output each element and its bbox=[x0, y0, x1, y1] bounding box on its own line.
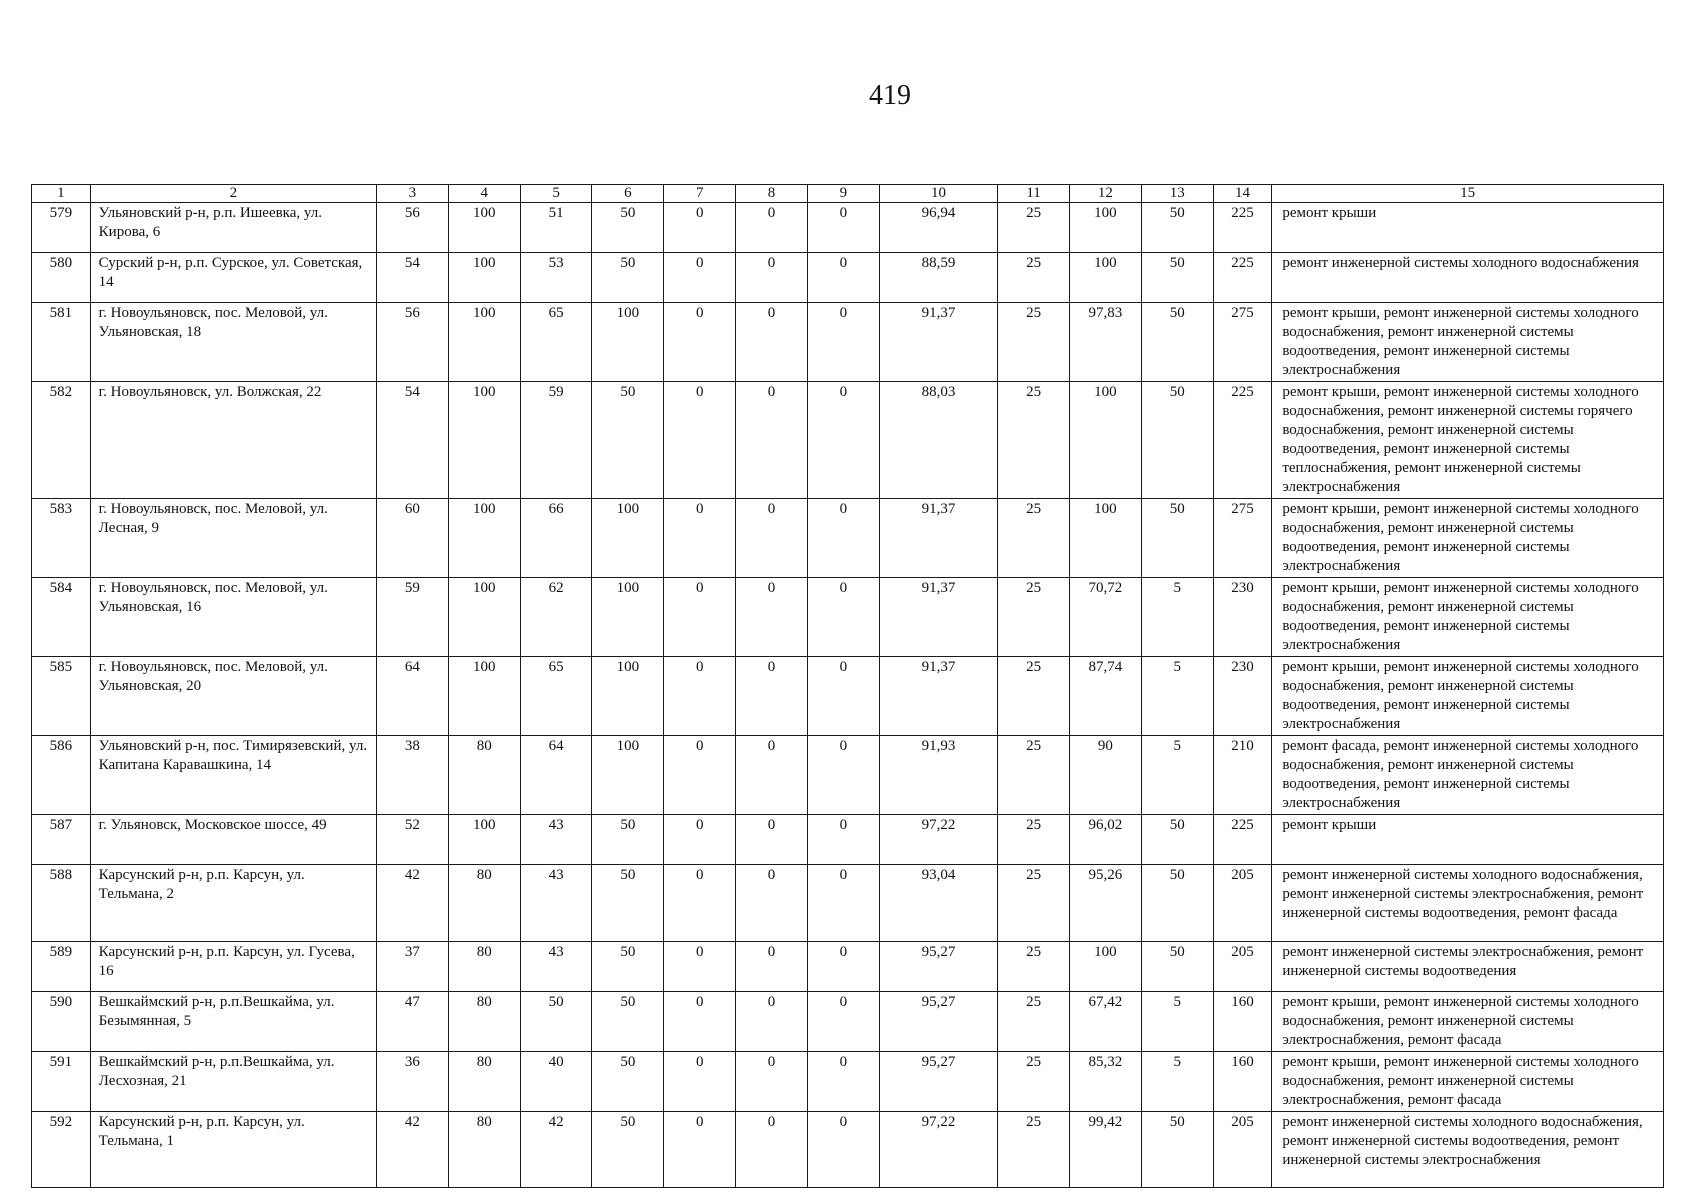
value-cell: 80 bbox=[448, 1112, 520, 1188]
value-cell: 160 bbox=[1213, 1052, 1272, 1112]
column-header-8: 8 bbox=[736, 185, 808, 203]
address-cell: г. Ульяновск, Московское шоссе, 49 bbox=[90, 815, 376, 865]
row-number-cell: 583 bbox=[32, 499, 91, 578]
row-number-cell: 589 bbox=[32, 942, 91, 992]
column-header-6: 6 bbox=[592, 185, 664, 203]
value-cell: 0 bbox=[664, 865, 736, 942]
table-header-row bbox=[32, 185, 1664, 203]
value-cell: 85,32 bbox=[1070, 1052, 1142, 1112]
value-cell: 50 bbox=[592, 1112, 664, 1188]
value-cell: 42 bbox=[377, 1112, 449, 1188]
works-cell: ремонт крыши, ремонт инженерной системы холодного водоснабжения, ремонт инженерной системы электроснабжения, ремонт фасада bbox=[1272, 992, 1664, 1052]
value-cell: 25 bbox=[998, 736, 1070, 815]
value-cell: 0 bbox=[807, 203, 879, 253]
value-cell: 0 bbox=[807, 657, 879, 736]
value-cell: 70,72 bbox=[1070, 578, 1142, 657]
address-cell: Ульяновский р-н, р.п. Ишеевка, ул. Кирова, 6 bbox=[90, 203, 376, 253]
column-header-2: 2 bbox=[90, 185, 376, 203]
table-row bbox=[32, 578, 1664, 657]
address-cell: Карсунский р-н, р.п. Карсун, ул. Гусева, 16 bbox=[90, 942, 376, 992]
value-cell: 25 bbox=[998, 303, 1070, 382]
value-cell: 54 bbox=[377, 253, 449, 303]
value-cell: 88,03 bbox=[879, 382, 997, 499]
value-cell: 97,22 bbox=[879, 1112, 997, 1188]
value-cell: 42 bbox=[520, 1112, 592, 1188]
row-number-cell: 581 bbox=[32, 303, 91, 382]
value-cell: 0 bbox=[807, 499, 879, 578]
row-number-cell: 585 bbox=[32, 657, 91, 736]
value-cell: 42 bbox=[377, 865, 449, 942]
works-cell: ремонт инженерной системы холодного водоснабжения, ремонт инженерной системы электроснабжения, ремонт инженерной системы водоотведения, ремонт фасада bbox=[1272, 865, 1664, 942]
table-row bbox=[32, 942, 1664, 992]
value-cell: 50 bbox=[1141, 942, 1213, 992]
value-cell: 67,42 bbox=[1070, 992, 1142, 1052]
table-row bbox=[32, 203, 1664, 253]
table-body bbox=[32, 203, 1664, 1188]
value-cell: 52 bbox=[377, 815, 449, 865]
value-cell: 0 bbox=[807, 253, 879, 303]
value-cell: 93,04 bbox=[879, 865, 997, 942]
works-cell: ремонт крыши, ремонт инженерной системы холодного водоснабжения, ремонт инженерной системы электроснабжения, ремонт фасада bbox=[1272, 1052, 1664, 1112]
value-cell: 225 bbox=[1213, 815, 1272, 865]
value-cell: 100 bbox=[448, 253, 520, 303]
value-cell: 100 bbox=[1070, 203, 1142, 253]
table-row bbox=[32, 992, 1664, 1052]
value-cell: 100 bbox=[592, 578, 664, 657]
address-cell: Вешкаймский р-н, р.п.Вешкайма, ул. Лесхозная, 21 bbox=[90, 1052, 376, 1112]
value-cell: 64 bbox=[520, 736, 592, 815]
value-cell: 50 bbox=[1141, 865, 1213, 942]
value-cell: 96,94 bbox=[879, 203, 997, 253]
value-cell: 51 bbox=[520, 203, 592, 253]
value-cell: 80 bbox=[448, 736, 520, 815]
column-header-14: 14 bbox=[1213, 185, 1272, 203]
value-cell: 66 bbox=[520, 499, 592, 578]
value-cell: 0 bbox=[664, 203, 736, 253]
value-cell: 100 bbox=[592, 736, 664, 815]
value-cell: 5 bbox=[1141, 578, 1213, 657]
works-cell: ремонт крыши, ремонт инженерной системы холодного водоснабжения, ремонт инженерной системы водоотведения, ремонт инженерной системы электроснабжения bbox=[1272, 657, 1664, 736]
address-cell: г. Новоульяновск, ул. Волжская, 22 bbox=[90, 382, 376, 499]
row-number-cell: 587 bbox=[32, 815, 91, 865]
value-cell: 0 bbox=[736, 657, 808, 736]
value-cell: 210 bbox=[1213, 736, 1272, 815]
value-cell: 53 bbox=[520, 253, 592, 303]
value-cell: 0 bbox=[807, 815, 879, 865]
address-cell: г. Новоульяновск, пос. Меловой, ул. Ульяновская, 20 bbox=[90, 657, 376, 736]
value-cell: 97,22 bbox=[879, 815, 997, 865]
value-cell: 43 bbox=[520, 815, 592, 865]
value-cell: 50 bbox=[592, 942, 664, 992]
value-cell: 87,74 bbox=[1070, 657, 1142, 736]
value-cell: 25 bbox=[998, 942, 1070, 992]
value-cell: 90 bbox=[1070, 736, 1142, 815]
table-row bbox=[32, 499, 1664, 578]
value-cell: 100 bbox=[448, 203, 520, 253]
value-cell: 56 bbox=[377, 203, 449, 253]
repair-program-table bbox=[31, 184, 1664, 1188]
row-number-cell: 592 bbox=[32, 1112, 91, 1188]
column-header-10: 10 bbox=[879, 185, 997, 203]
value-cell: 0 bbox=[664, 578, 736, 657]
value-cell: 56 bbox=[377, 303, 449, 382]
value-cell: 100 bbox=[1070, 253, 1142, 303]
address-cell: Карсунский р-н, р.п. Карсун, ул. Тельмана, 1 bbox=[90, 1112, 376, 1188]
value-cell: 0 bbox=[807, 942, 879, 992]
value-cell: 60 bbox=[377, 499, 449, 578]
value-cell: 0 bbox=[664, 303, 736, 382]
value-cell: 50 bbox=[1141, 253, 1213, 303]
value-cell: 0 bbox=[664, 992, 736, 1052]
value-cell: 0 bbox=[736, 303, 808, 382]
column-header-3: 3 bbox=[377, 185, 449, 203]
value-cell: 0 bbox=[807, 303, 879, 382]
value-cell: 25 bbox=[998, 499, 1070, 578]
column-header-5: 5 bbox=[520, 185, 592, 203]
value-cell: 99,42 bbox=[1070, 1112, 1142, 1188]
value-cell: 50 bbox=[592, 1052, 664, 1112]
value-cell: 54 bbox=[377, 382, 449, 499]
address-cell: Сурский р-н, р.п. Сурское, ул. Советская, 14 bbox=[90, 253, 376, 303]
value-cell: 205 bbox=[1213, 942, 1272, 992]
value-cell: 100 bbox=[1070, 942, 1142, 992]
value-cell: 91,37 bbox=[879, 578, 997, 657]
value-cell: 25 bbox=[998, 1112, 1070, 1188]
value-cell: 43 bbox=[520, 865, 592, 942]
value-cell: 50 bbox=[592, 203, 664, 253]
value-cell: 0 bbox=[736, 815, 808, 865]
value-cell: 37 bbox=[377, 942, 449, 992]
value-cell: 100 bbox=[448, 657, 520, 736]
value-cell: 0 bbox=[664, 382, 736, 499]
value-cell: 97,83 bbox=[1070, 303, 1142, 382]
row-number-cell: 580 bbox=[32, 253, 91, 303]
value-cell: 5 bbox=[1141, 657, 1213, 736]
row-number-cell: 588 bbox=[32, 865, 91, 942]
column-header-15: 15 bbox=[1272, 185, 1664, 203]
column-header-12: 12 bbox=[1070, 185, 1142, 203]
value-cell: 25 bbox=[998, 578, 1070, 657]
value-cell: 0 bbox=[736, 992, 808, 1052]
table-row bbox=[32, 657, 1664, 736]
value-cell: 62 bbox=[520, 578, 592, 657]
value-cell: 95,27 bbox=[879, 942, 997, 992]
value-cell: 91,93 bbox=[879, 736, 997, 815]
value-cell: 205 bbox=[1213, 1112, 1272, 1188]
value-cell: 225 bbox=[1213, 382, 1272, 499]
value-cell: 80 bbox=[448, 942, 520, 992]
row-number-cell: 579 bbox=[32, 203, 91, 253]
value-cell: 100 bbox=[448, 382, 520, 499]
table-row bbox=[32, 1052, 1664, 1112]
works-cell: ремонт крыши bbox=[1272, 203, 1664, 253]
value-cell: 0 bbox=[664, 736, 736, 815]
table-row bbox=[32, 382, 1664, 499]
table-row bbox=[32, 815, 1664, 865]
table-row bbox=[32, 253, 1664, 303]
value-cell: 95,27 bbox=[879, 1052, 997, 1112]
value-cell: 0 bbox=[664, 657, 736, 736]
value-cell: 0 bbox=[664, 815, 736, 865]
value-cell: 5 bbox=[1141, 1052, 1213, 1112]
value-cell: 0 bbox=[807, 1112, 879, 1188]
value-cell: 50 bbox=[1141, 815, 1213, 865]
value-cell: 91,37 bbox=[879, 657, 997, 736]
address-cell: Ульяновский р-н, пос. Тимирязевский, ул. Капитана Каравашкина, 14 bbox=[90, 736, 376, 815]
value-cell: 25 bbox=[998, 865, 1070, 942]
value-cell: 100 bbox=[592, 657, 664, 736]
value-cell: 160 bbox=[1213, 992, 1272, 1052]
table-row bbox=[32, 1112, 1664, 1188]
value-cell: 50 bbox=[1141, 203, 1213, 253]
value-cell: 100 bbox=[1070, 499, 1142, 578]
value-cell: 0 bbox=[807, 736, 879, 815]
value-cell: 64 bbox=[377, 657, 449, 736]
row-number-cell: 582 bbox=[32, 382, 91, 499]
value-cell: 91,37 bbox=[879, 499, 997, 578]
value-cell: 65 bbox=[520, 657, 592, 736]
value-cell: 0 bbox=[736, 382, 808, 499]
value-cell: 5 bbox=[1141, 736, 1213, 815]
value-cell: 80 bbox=[448, 1052, 520, 1112]
value-cell: 50 bbox=[592, 992, 664, 1052]
page-number: 419 bbox=[869, 80, 911, 111]
address-cell: Карсунский р-н, р.п. Карсун, ул. Тельмана, 2 bbox=[90, 865, 376, 942]
value-cell: 40 bbox=[520, 1052, 592, 1112]
column-header-11: 11 bbox=[998, 185, 1070, 203]
value-cell: 225 bbox=[1213, 203, 1272, 253]
value-cell: 80 bbox=[448, 992, 520, 1052]
value-cell: 95,26 bbox=[1070, 865, 1142, 942]
value-cell: 0 bbox=[736, 499, 808, 578]
value-cell: 96,02 bbox=[1070, 815, 1142, 865]
value-cell: 47 bbox=[377, 992, 449, 1052]
row-number-cell: 591 bbox=[32, 1052, 91, 1112]
value-cell: 50 bbox=[592, 382, 664, 499]
value-cell: 0 bbox=[807, 992, 879, 1052]
value-cell: 25 bbox=[998, 253, 1070, 303]
works-cell: ремонт крыши bbox=[1272, 815, 1664, 865]
value-cell: 91,37 bbox=[879, 303, 997, 382]
value-cell: 0 bbox=[664, 1112, 736, 1188]
value-cell: 0 bbox=[807, 382, 879, 499]
value-cell: 80 bbox=[448, 865, 520, 942]
value-cell: 65 bbox=[520, 303, 592, 382]
address-cell: г. Новоульяновск, пос. Меловой, ул. Лесная, 9 bbox=[90, 499, 376, 578]
value-cell: 0 bbox=[807, 865, 879, 942]
value-cell: 0 bbox=[664, 1052, 736, 1112]
value-cell: 36 bbox=[377, 1052, 449, 1112]
value-cell: 59 bbox=[520, 382, 592, 499]
value-cell: 100 bbox=[448, 499, 520, 578]
value-cell: 38 bbox=[377, 736, 449, 815]
value-cell: 205 bbox=[1213, 865, 1272, 942]
value-cell: 0 bbox=[807, 1052, 879, 1112]
value-cell: 0 bbox=[736, 253, 808, 303]
value-cell: 43 bbox=[520, 942, 592, 992]
value-cell: 50 bbox=[1141, 303, 1213, 382]
value-cell: 0 bbox=[736, 1052, 808, 1112]
works-cell: ремонт инженерной системы холодного водоснабжения bbox=[1272, 253, 1664, 303]
value-cell: 95,27 bbox=[879, 992, 997, 1052]
works-cell: ремонт крыши, ремонт инженерной системы холодного водоснабжения, ремонт инженерной системы горячего водоснабжения, ремонт инженерной системы водоотведения, ремонт инженерной системы теплоснабжения, ремонт инженерной системы электроснабжения bbox=[1272, 382, 1664, 499]
column-header-4: 4 bbox=[448, 185, 520, 203]
value-cell: 25 bbox=[998, 203, 1070, 253]
works-cell: ремонт крыши, ремонт инженерной системы холодного водоснабжения, ремонт инженерной системы водоотведения, ремонт инженерной системы электроснабжения bbox=[1272, 303, 1664, 382]
value-cell: 275 bbox=[1213, 499, 1272, 578]
works-cell: ремонт фасада, ремонт инженерной системы холодного водоснабжения, ремонт инженерной системы водоотведения, ремонт инженерной системы электроснабжения bbox=[1272, 736, 1664, 815]
value-cell: 50 bbox=[1141, 382, 1213, 499]
column-header-13: 13 bbox=[1141, 185, 1213, 203]
value-cell: 0 bbox=[736, 942, 808, 992]
value-cell: 25 bbox=[998, 1052, 1070, 1112]
value-cell: 0 bbox=[736, 578, 808, 657]
value-cell: 25 bbox=[998, 815, 1070, 865]
value-cell: 100 bbox=[448, 815, 520, 865]
value-cell: 0 bbox=[736, 865, 808, 942]
value-cell: 25 bbox=[998, 382, 1070, 499]
works-cell: ремонт крыши, ремонт инженерной системы холодного водоснабжения, ремонт инженерной системы водоотведения, ремонт инженерной системы электроснабжения bbox=[1272, 499, 1664, 578]
row-number-cell: 584 bbox=[32, 578, 91, 657]
works-cell: ремонт инженерной системы электроснабжения, ремонт инженерной системы водоотведения bbox=[1272, 942, 1664, 992]
table-row bbox=[32, 865, 1664, 942]
value-cell: 275 bbox=[1213, 303, 1272, 382]
table-row bbox=[32, 736, 1664, 815]
value-cell: 100 bbox=[592, 303, 664, 382]
works-cell: ремонт инженерной системы холодного водоснабжения, ремонт инженерной системы водоотведения, ремонт инженерной системы электроснабжения bbox=[1272, 1112, 1664, 1188]
value-cell: 0 bbox=[736, 1112, 808, 1188]
works-cell: ремонт крыши, ремонт инженерной системы холодного водоснабжения, ремонт инженерной системы водоотведения, ремонт инженерной системы электроснабжения bbox=[1272, 578, 1664, 657]
value-cell: 230 bbox=[1213, 578, 1272, 657]
value-cell: 50 bbox=[592, 865, 664, 942]
value-cell: 100 bbox=[592, 499, 664, 578]
row-number-cell: 590 bbox=[32, 992, 91, 1052]
value-cell: 100 bbox=[1070, 382, 1142, 499]
value-cell: 0 bbox=[664, 253, 736, 303]
value-cell: 50 bbox=[592, 253, 664, 303]
value-cell: 50 bbox=[592, 815, 664, 865]
value-cell: 25 bbox=[998, 992, 1070, 1052]
value-cell: 0 bbox=[664, 942, 736, 992]
address-cell: г. Новоульяновск, пос. Меловой, ул. Ульяновская, 18 bbox=[90, 303, 376, 382]
value-cell: 100 bbox=[448, 303, 520, 382]
value-cell: 50 bbox=[1141, 1112, 1213, 1188]
value-cell: 50 bbox=[1141, 499, 1213, 578]
column-header-9: 9 bbox=[807, 185, 879, 203]
row-number-cell: 586 bbox=[32, 736, 91, 815]
value-cell: 25 bbox=[998, 657, 1070, 736]
value-cell: 0 bbox=[736, 203, 808, 253]
table-row bbox=[32, 303, 1664, 382]
address-cell: г. Новоульяновск, пос. Меловой, ул. Ульяновская, 16 bbox=[90, 578, 376, 657]
value-cell: 88,59 bbox=[879, 253, 997, 303]
value-cell: 100 bbox=[448, 578, 520, 657]
column-header-7: 7 bbox=[664, 185, 736, 203]
value-cell: 0 bbox=[736, 736, 808, 815]
value-cell: 230 bbox=[1213, 657, 1272, 736]
column-header-1: 1 bbox=[32, 185, 91, 203]
address-cell: Вешкаймский р-н, р.п.Вешкайма, ул. Безымянная, 5 bbox=[90, 992, 376, 1052]
value-cell: 225 bbox=[1213, 253, 1272, 303]
value-cell: 50 bbox=[520, 992, 592, 1052]
value-cell: 0 bbox=[664, 499, 736, 578]
value-cell: 59 bbox=[377, 578, 449, 657]
value-cell: 0 bbox=[807, 578, 879, 657]
value-cell: 5 bbox=[1141, 992, 1213, 1052]
